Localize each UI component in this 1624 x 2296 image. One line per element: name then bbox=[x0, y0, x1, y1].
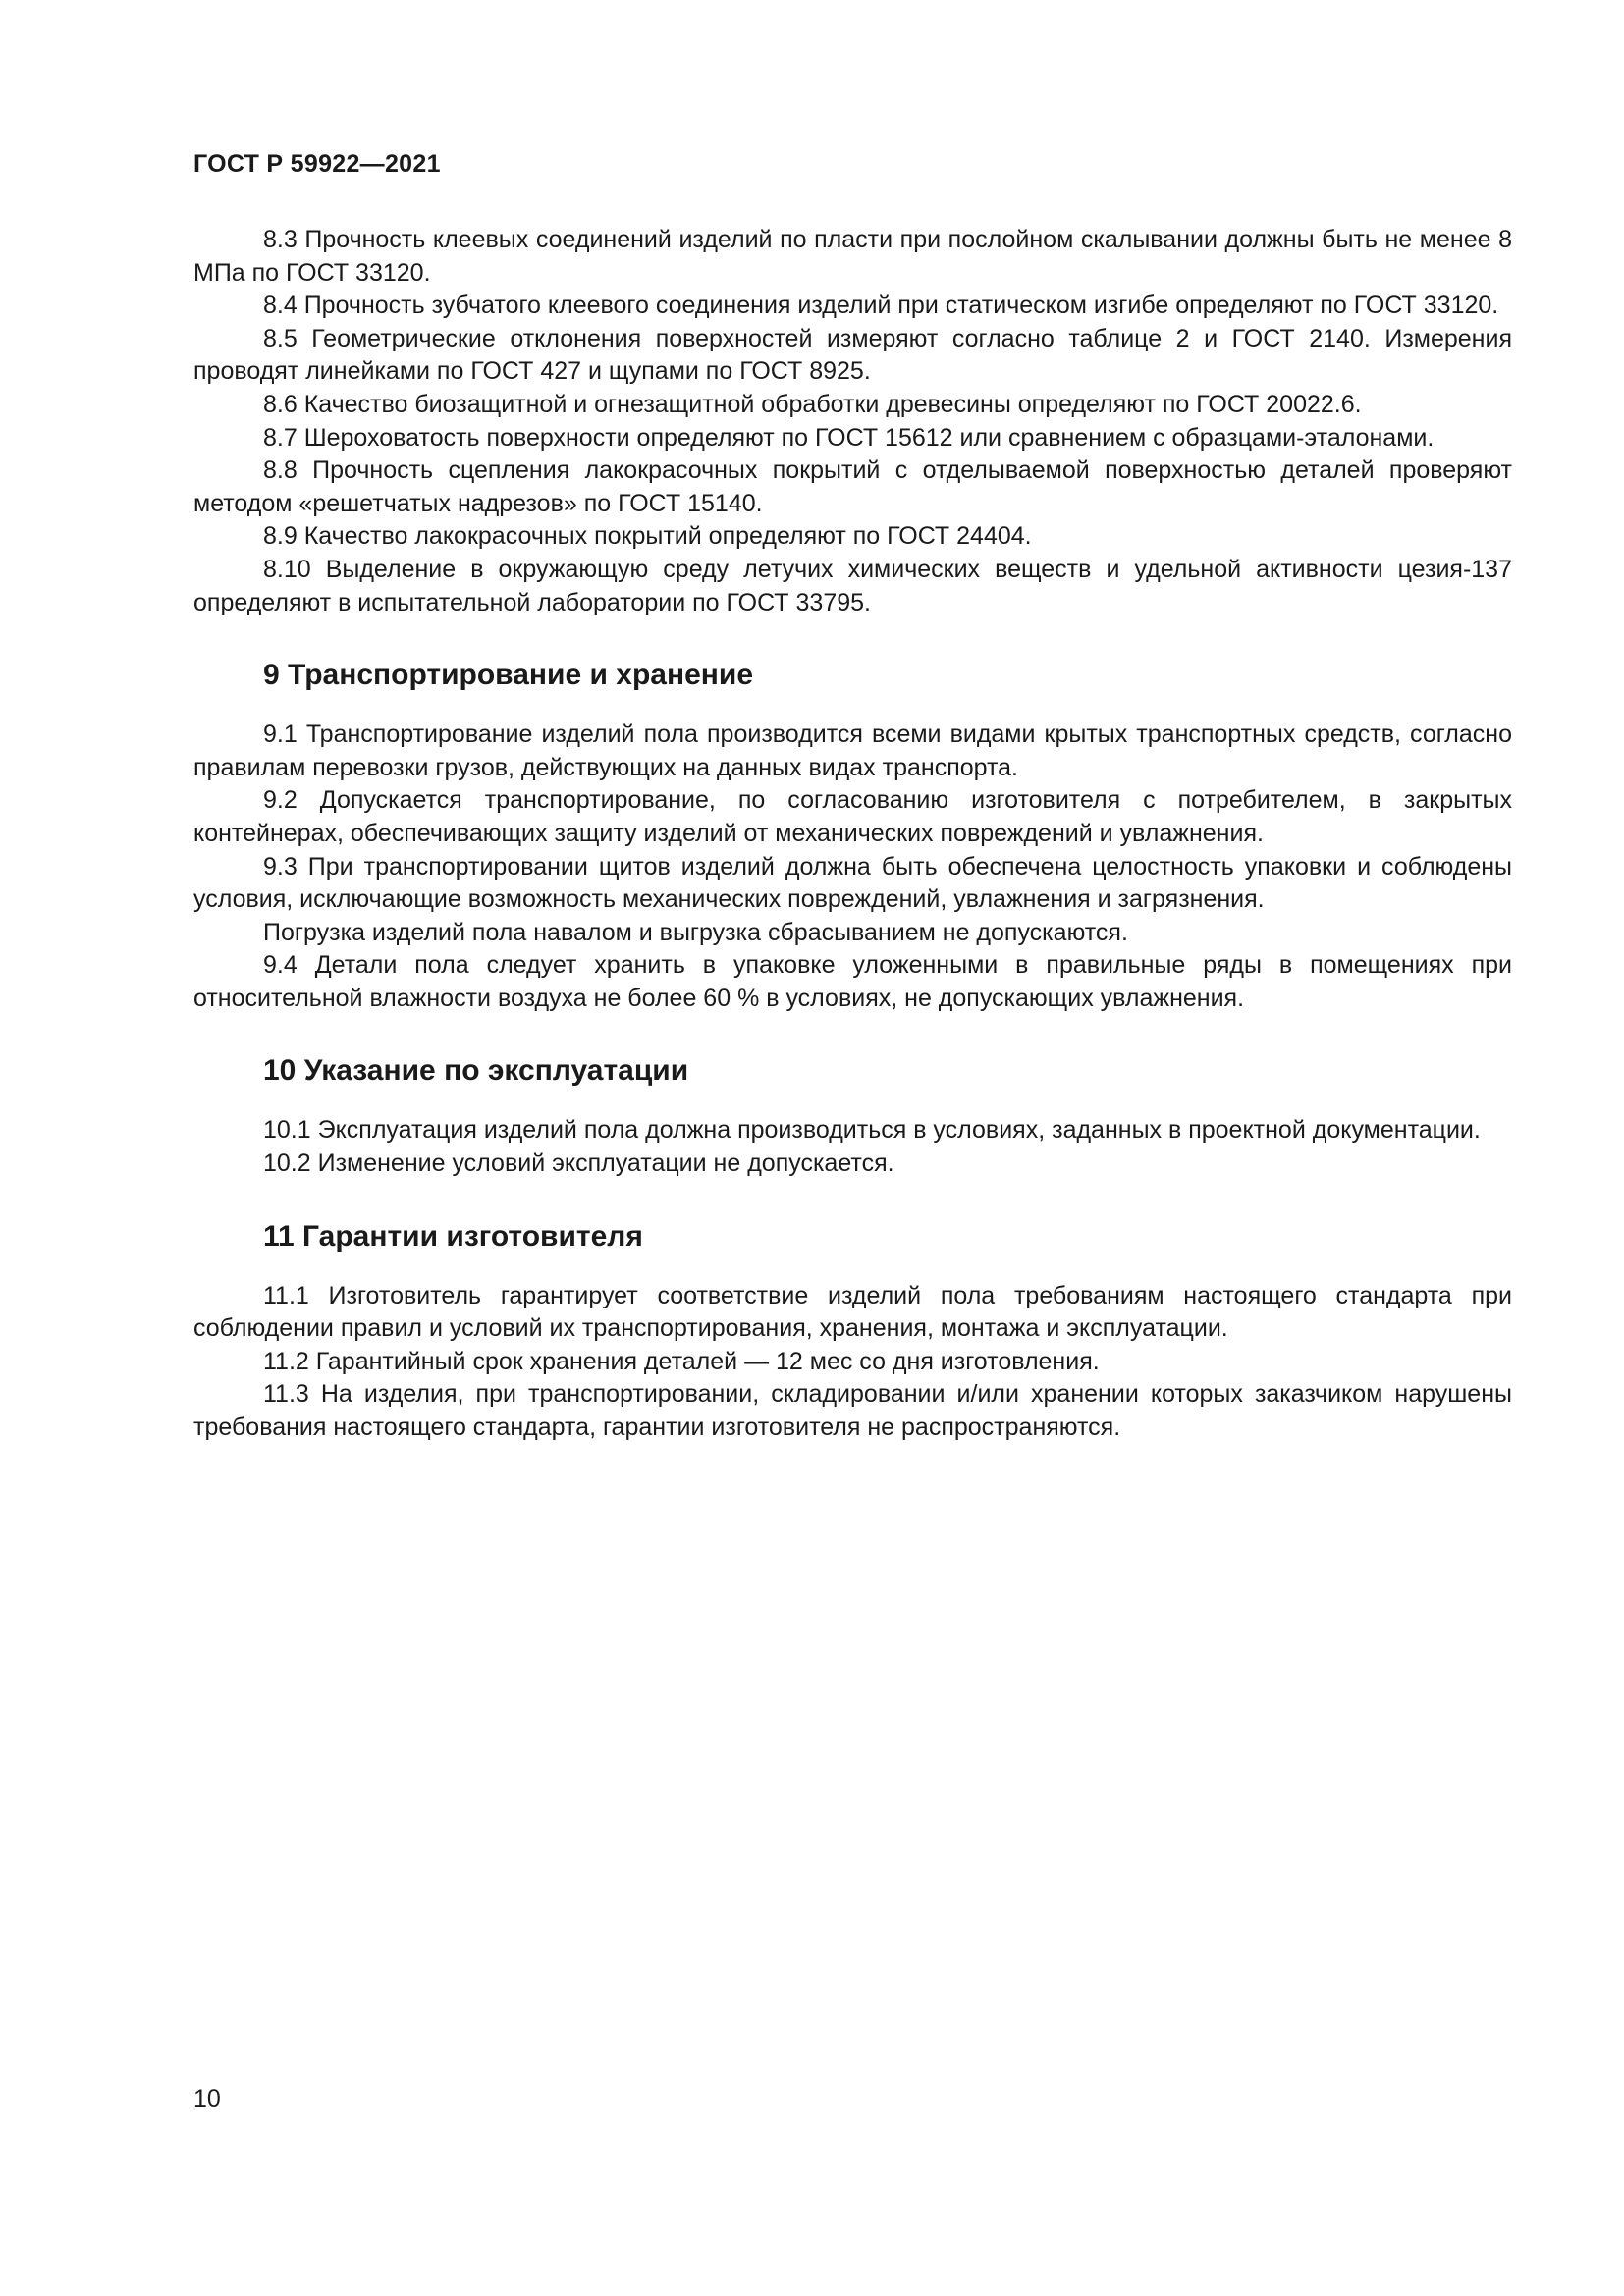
section-10-title: 10 Указание по эксплуатации bbox=[263, 1054, 689, 1088]
paragraph-9-4: 9.4 Детали пола следует хранить в упаковке уложенными в правильные ряды в помещениях при относительной влажности воздуха не более 60 % в условиях, не допускающих увлажнения. bbox=[193, 951, 1512, 1012]
paragraph-10-2: 10.2 Изменение условий эксплуатации не допускается. bbox=[263, 1149, 894, 1178]
paragraph-8-6: 8.6 Качество биозащитной и огнезащитной обработки древесины определяют по ГОСТ 20022.6. bbox=[263, 390, 1362, 418]
paragraph-9-1: 9.1 Транспортирование изделий пола производится всеми видами крытых транспортных средств, согласно правилам перевозки грузов, действующих на данных видах транспорта. bbox=[193, 721, 1512, 781]
paragraph-8-9: 8.9 Качество лакокрасочных покрытий определяют по ГОСТ 24404. bbox=[263, 522, 1032, 551]
paragraph-8-4: 8.4 Прочность зубчатого клеевого соединения изделий при статическом изгибе определяют по ГОСТ 33120. bbox=[263, 292, 1499, 320]
paragraph-9-3-note: Погрузка изделий пола навалом и выгрузка сбрасыванием не допускаются. bbox=[263, 918, 1128, 946]
paragraph-11-1: 11.1 Изготовитель гарантирует соответствие изделий пола требованиям настоящего стандарта при соблюдении правил и условий их транспортирования, хранения, монтажа и эксплуатации. bbox=[193, 1281, 1512, 1343]
paragraph-8-10: 8.10 Выделение в окружающую среду летучих химических веществ и удельной активности цезия-137 определяют в испытательной лаборатории по ГОСТ 33795. bbox=[193, 555, 1512, 616]
paragraph-8-3: 8.3 Прочность клеевых соединений изделий по пласти при послойном скалывании должны быть не менее 8 МПа по ГОСТ 33120. bbox=[193, 226, 1512, 287]
paragraph-10-1: 10.1 Эксплуатация изделий пола должна производиться в условиях, заданных в проектной документации. bbox=[263, 1116, 1481, 1145]
paragraph-11-3: 11.3 На изделия, при транспортировании, складировании и/или хранении которых заказчиком нарушены требования настоящего стандарта, гарантии изготовителя не распространяются. bbox=[193, 1380, 1512, 1442]
paragraph-8-7: 8.7 Шероховатость поверхности определяют по ГОСТ 15612 или сравнением с образцами-эталонами. bbox=[263, 423, 1435, 452]
paragraph-8-5: 8.5 Геометрические отклонения поверхностей измеряют согласно таблице 2 и ГОСТ 2140. Измерения проводят линейками по ГОСТ 427 и щупами по ГОСТ 8925. bbox=[193, 324, 1512, 386]
section-11-body bbox=[193, 1280, 1512, 1445]
page-number: 10 bbox=[193, 2085, 221, 2112]
section-9-title: 9 Транспортирование и хранение bbox=[263, 659, 754, 692]
section-9-body bbox=[193, 719, 1512, 1015]
section-11-title: 11 Гарантии изготовителя bbox=[263, 1219, 643, 1253]
paragraph-8-8: 8.8 Прочность сцепления лакокрасочных покрытий с отделываемой поверхностью деталей проверяют методом «решетчатых надрезов» по ГОСТ 15140. bbox=[193, 456, 1512, 517]
section-8-body bbox=[193, 224, 1512, 619]
section-10-body bbox=[193, 1114, 1512, 1180]
document-header: ГОСТ Р 59922—2021 bbox=[193, 150, 441, 178]
document-body bbox=[193, 224, 1512, 1445]
paragraph-9-3: 9.3 При транспортировании щитов изделий должна быть обеспечена целостность упаковки и соблюдены условия, исключающие возможность механических повреждений, увлажнения и загрязнения. bbox=[193, 852, 1512, 914]
paragraph-11-2: 11.2 Гарантийный срок хранения деталей — 12 мес со дня изготовления. bbox=[263, 1347, 1100, 1375]
paragraph-9-2: 9.2 Допускается транспортирование, по согласованию изготовителя с потребителем, в закрытых контейнерах, обеспечивающих защиту изделий от механических повреждений и увлажнения. bbox=[193, 786, 1512, 847]
